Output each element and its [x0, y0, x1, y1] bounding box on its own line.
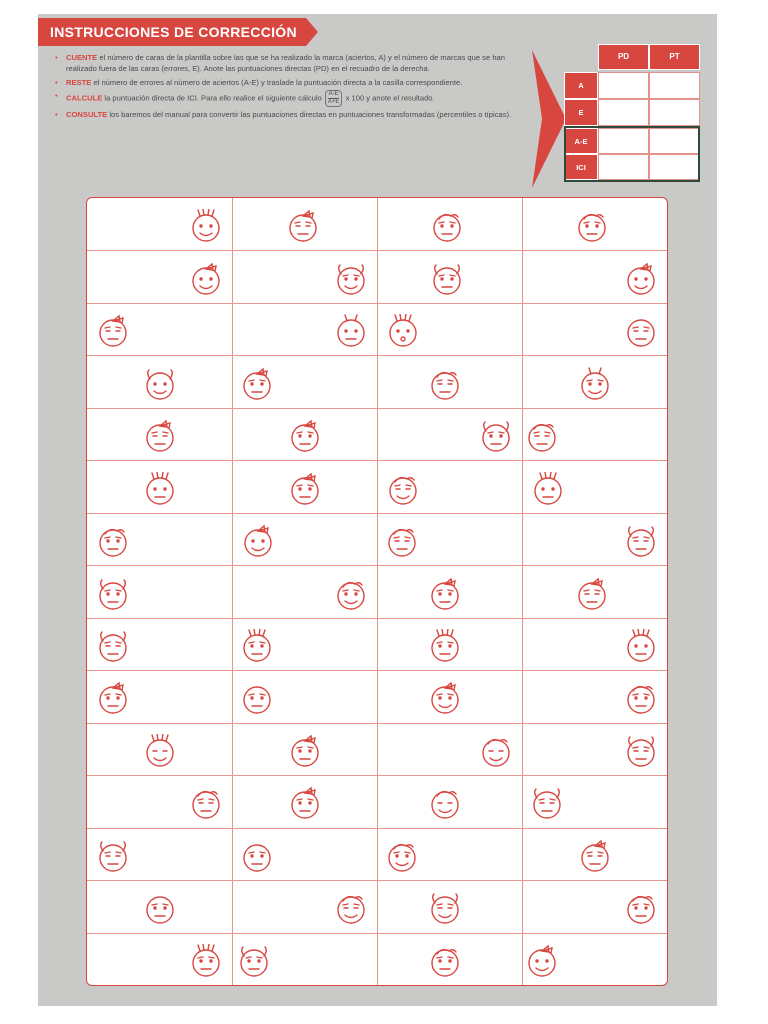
score-cell-ici-pd[interactable]	[598, 154, 649, 180]
face-icon[interactable]	[334, 891, 368, 925]
worksheet-page	[38, 14, 717, 1006]
instruction-item	[52, 90, 528, 107]
face-icon[interactable]	[334, 262, 368, 296]
face-icon[interactable]	[479, 419, 513, 453]
face-icon[interactable]	[624, 681, 658, 715]
instruction-text: el número de errores al número de aciertos (A-E) y traslade la puntuación directa a la casilla correspondiente.	[91, 77, 463, 87]
grid-column-line	[232, 198, 233, 985]
face-icon[interactable]	[624, 314, 658, 348]
face-icon[interactable]	[624, 734, 658, 768]
face-icon[interactable]	[288, 734, 322, 768]
face-icon[interactable]	[386, 314, 420, 348]
face-icon[interactable]	[479, 734, 513, 768]
face-icon[interactable]	[96, 524, 130, 558]
face-icon[interactable]	[334, 314, 368, 348]
column-header-pt: PT	[649, 44, 700, 70]
row-label-a-minus-e: A-E	[564, 128, 598, 154]
face-icon[interactable]	[96, 681, 130, 715]
face-icon[interactable]	[428, 367, 462, 401]
face-icon[interactable]	[624, 629, 658, 663]
face-icon[interactable]	[240, 367, 274, 401]
score-cell-e-pt[interactable]	[649, 99, 700, 126]
instruction-text: la puntuación directa de ICI. Para ello realice el siguiente cálculo	[102, 93, 322, 103]
face-icon[interactable]	[430, 262, 464, 296]
face-icon[interactable]	[286, 209, 320, 243]
instruction-text: los baremos del manual para convertir las puntuaciones directas en puntuaciones transformadas (percentiles o típicas).	[107, 110, 512, 120]
instruction-text-after: x 100 y anote el resultado.	[345, 93, 435, 103]
face-icon[interactable]	[143, 419, 177, 453]
face-icon[interactable]	[386, 472, 420, 506]
face-icon[interactable]	[288, 786, 322, 820]
row-label-a: A	[564, 72, 598, 99]
face-icon[interactable]	[240, 629, 274, 663]
face-icon[interactable]	[428, 681, 462, 715]
face-icon[interactable]	[96, 839, 130, 873]
face-icon[interactable]	[531, 472, 565, 506]
face-icon[interactable]	[428, 629, 462, 663]
column-header-pd: PD	[598, 44, 649, 70]
page-title: INSTRUCCIONES DE CORRECCIÓN	[38, 18, 306, 46]
face-icon[interactable]	[288, 472, 322, 506]
face-icon[interactable]	[240, 681, 274, 715]
face-icon[interactable]	[189, 209, 223, 243]
face-icon[interactable]	[428, 577, 462, 611]
row-label-e: E	[564, 99, 598, 126]
ici-formula	[325, 90, 343, 107]
face-icon[interactable]	[96, 577, 130, 611]
face-icon[interactable]	[525, 419, 559, 453]
instruction-text: el número de caras de la plantilla sobre las que se ha realizado la marca (aciertos, A) y el número de marcas que se han realizado fuera de las caras (errores, E). Anote las puntuaciones directas (PD) en el recuadro de la derecha.	[66, 53, 505, 74]
instruction-item	[52, 52, 528, 75]
grid-column-line	[377, 198, 378, 985]
grid-column-line	[522, 198, 523, 985]
face-icon[interactable]	[624, 262, 658, 296]
face-icon[interactable]	[189, 262, 223, 296]
score-cell-e-pd[interactable]	[598, 99, 649, 126]
face-icon[interactable]	[240, 839, 274, 873]
face-icon[interactable]	[624, 891, 658, 925]
face-icon[interactable]	[96, 629, 130, 663]
arrow-right-icon	[532, 50, 566, 188]
formula-numerator: A-E	[328, 91, 339, 98]
face-icon[interactable]	[189, 944, 223, 978]
face-icon[interactable]	[575, 209, 609, 243]
score-cell-ame-pd[interactable]	[598, 128, 649, 154]
face-icon[interactable]	[143, 367, 177, 401]
instruction-item	[52, 109, 528, 120]
face-icon[interactable]	[385, 839, 419, 873]
face-icon[interactable]	[578, 839, 612, 873]
face-icon[interactable]	[189, 786, 223, 820]
formula-denominator: A+E	[327, 99, 340, 106]
face-grid	[86, 197, 668, 986]
instruction-keyword: CONSULTE	[66, 110, 108, 120]
instruction-item	[52, 77, 528, 88]
face-icon[interactable]	[143, 472, 177, 506]
face-icon[interactable]	[241, 524, 275, 558]
face-icon[interactable]	[525, 944, 559, 978]
instruction-keyword: RESTE	[66, 77, 92, 87]
face-icon[interactable]	[237, 944, 271, 978]
face-icon[interactable]	[575, 577, 609, 611]
face-icon[interactable]	[385, 524, 419, 558]
face-icon[interactable]	[334, 577, 368, 611]
face-icon[interactable]	[430, 209, 464, 243]
score-cell-ame-pt[interactable]	[649, 128, 700, 154]
score-cell-a-pd[interactable]	[598, 72, 649, 99]
face-icon[interactable]	[428, 786, 462, 820]
score-table	[564, 44, 700, 182]
face-icon[interactable]	[143, 734, 177, 768]
face-icon[interactable]	[530, 786, 564, 820]
face-icon[interactable]	[624, 524, 658, 558]
face-icon[interactable]	[96, 314, 130, 348]
face-icon[interactable]	[143, 891, 177, 925]
face-icon[interactable]	[428, 944, 462, 978]
instruction-keyword: CUENTE	[66, 53, 98, 62]
face-icon[interactable]	[288, 419, 322, 453]
instruction-keyword: CALCULE	[66, 93, 103, 103]
face-icon[interactable]	[578, 367, 612, 401]
instructions-list	[52, 52, 528, 123]
row-label-ici: ICI	[564, 154, 598, 180]
face-icon[interactable]	[428, 891, 462, 925]
score-cell-ici-pt[interactable]	[649, 154, 700, 180]
score-cell-a-pt[interactable]	[649, 72, 700, 99]
